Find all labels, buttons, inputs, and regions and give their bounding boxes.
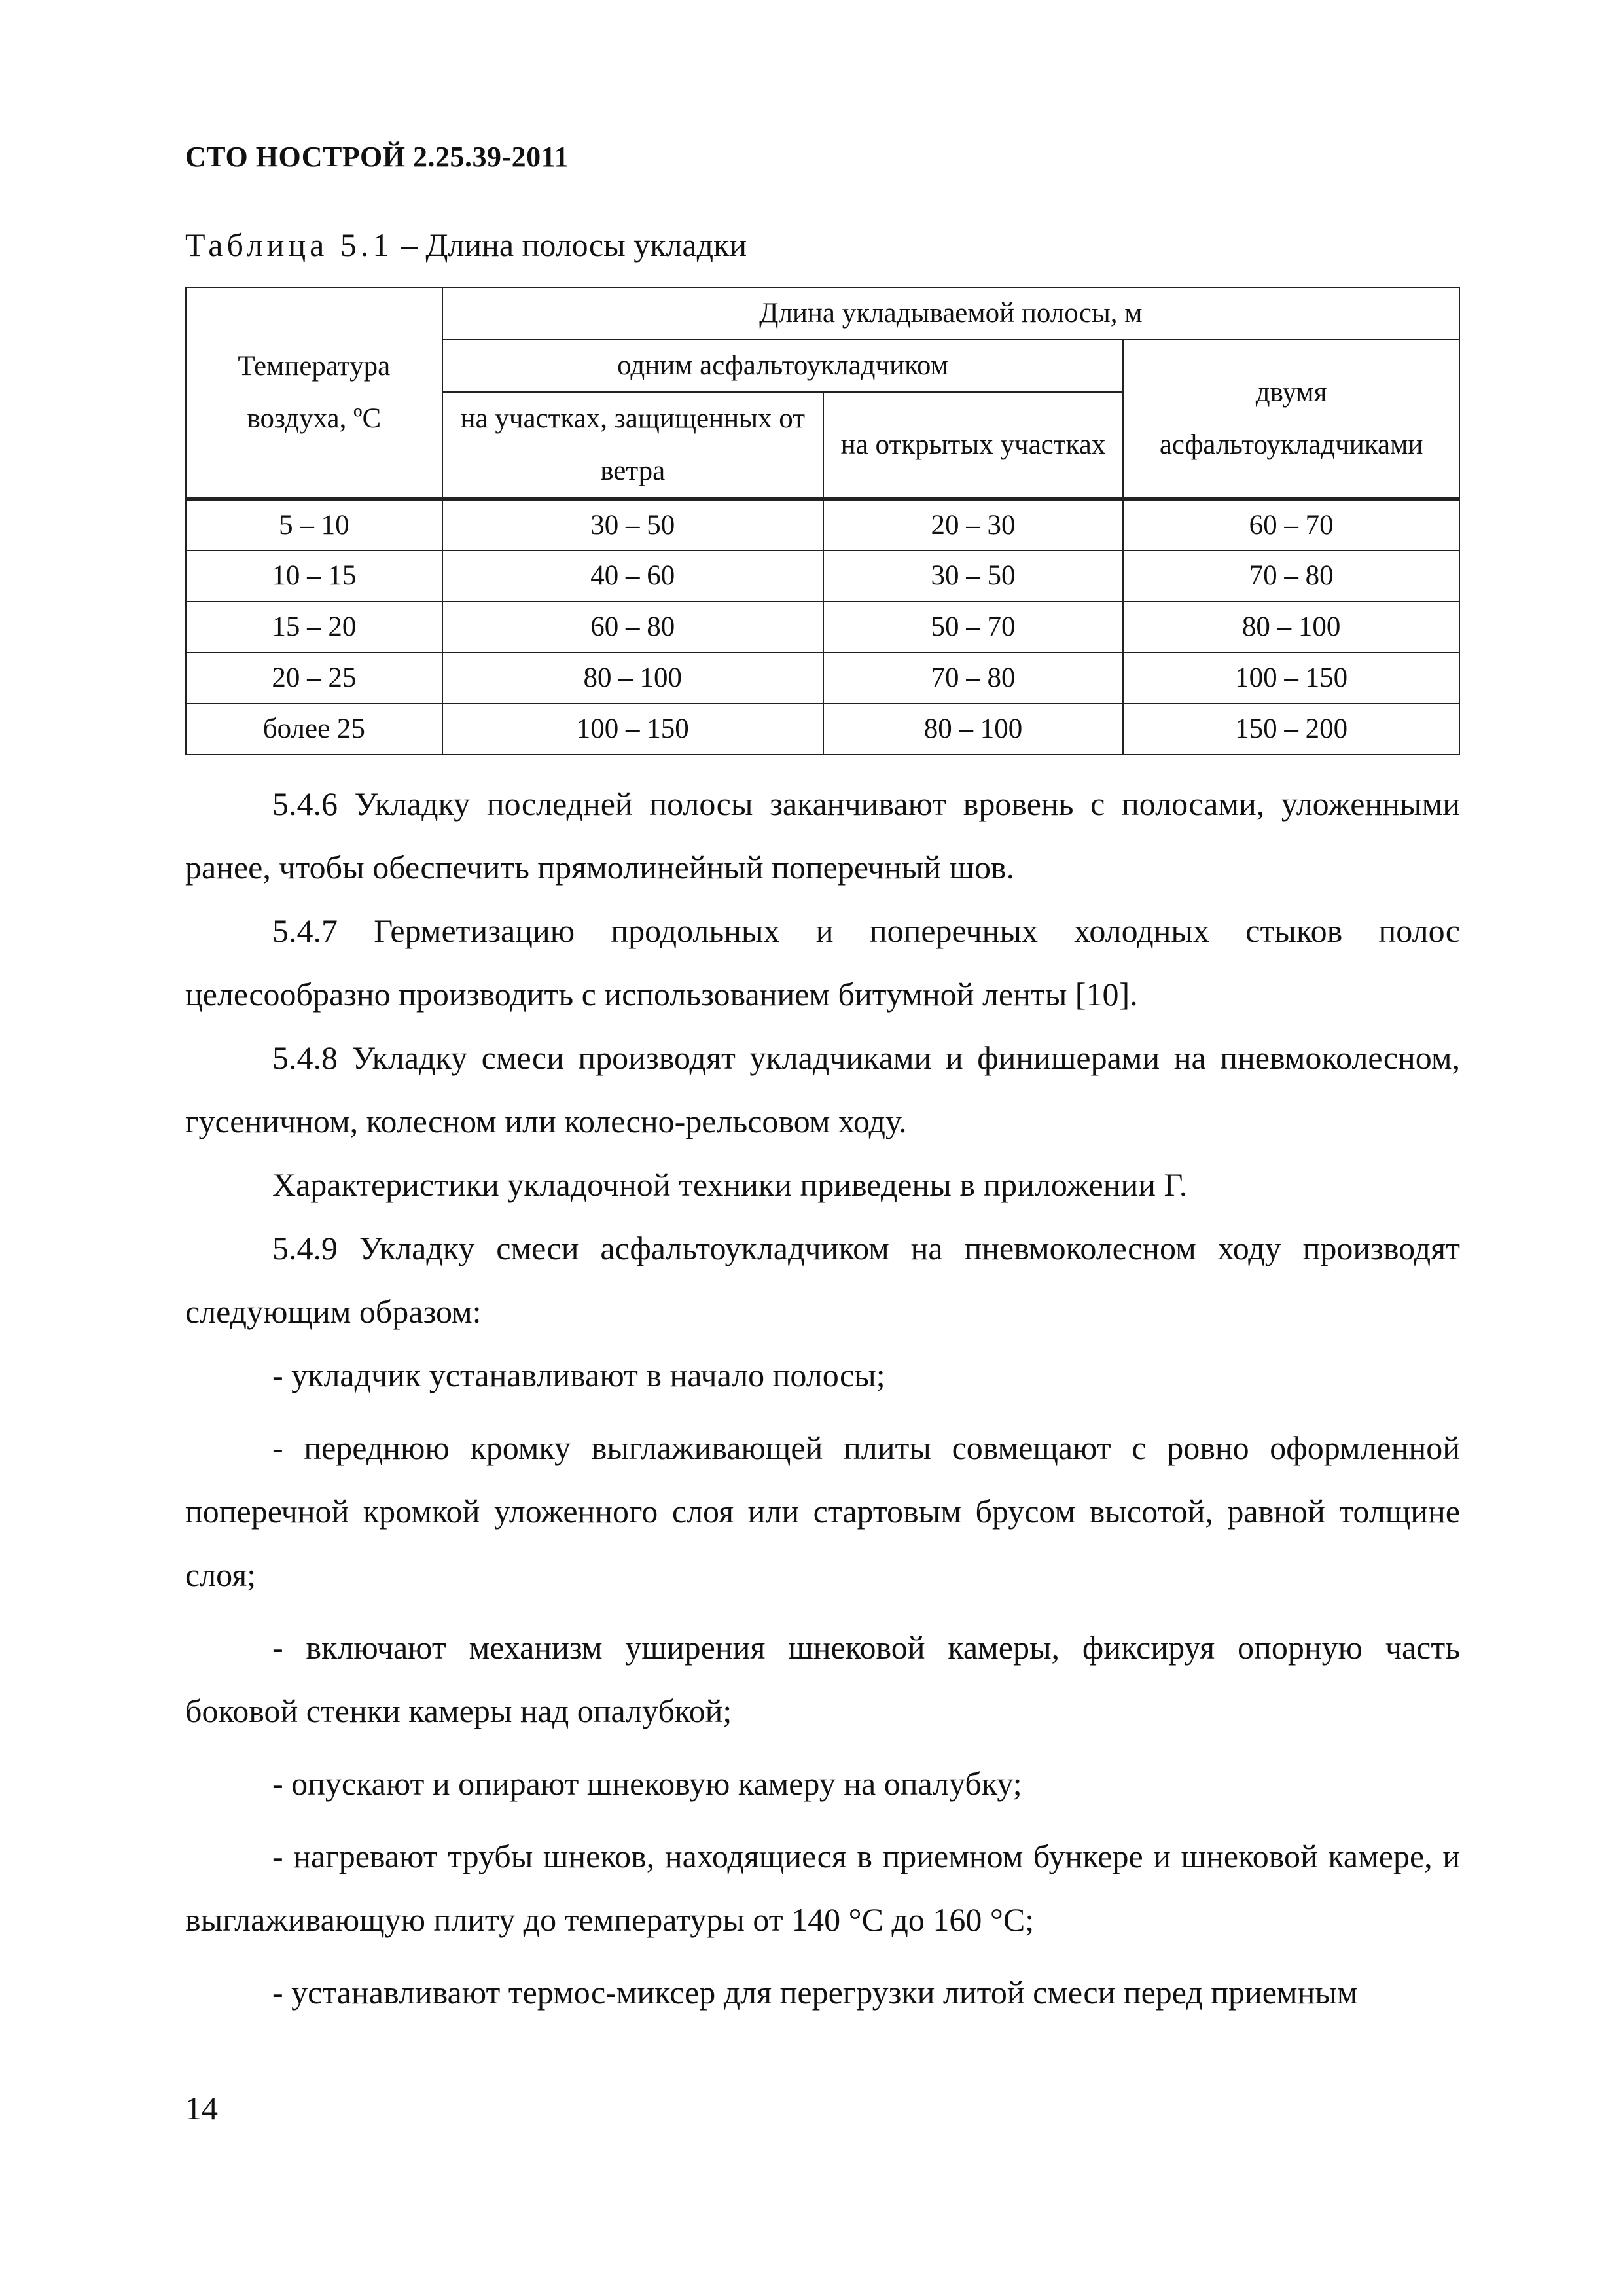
table-row	[186, 601, 1459, 653]
paragraph-5-4-7: 5.4.7 Герметизацию продольных и поперечных холодных стыков полос целесообразно производить с использованием битумной ленты [10].	[185, 912, 1460, 1013]
header-open-areas: на открытых участках	[823, 392, 1123, 499]
table-row	[186, 499, 1459, 550]
cell-temperature: более 25	[186, 704, 442, 755]
list-item: - переднюю кромку выглаживающей плиты совмещают с ровно оформленной поперечной кромкой уложенного слоя или стартовым брусом высотой, равной толщине слоя;	[185, 1429, 1460, 1593]
cell-protected: 100 – 150	[442, 704, 823, 755]
cell-protected: 60 – 80	[442, 601, 823, 653]
header-temperature: Температура воздуха, ºС	[186, 287, 442, 499]
list-item: - опускают и опирают шнековую камеру на опалубку;	[272, 1765, 1022, 1802]
document-header: СТО НОСТРОЙ 2.25.39-2011	[185, 141, 569, 173]
body-text	[185, 772, 1460, 2024]
table-caption-title: – Длина полосы укладки	[393, 226, 747, 263]
cell-protected: 40 – 60	[442, 550, 823, 601]
strip-length-table	[185, 287, 1460, 755]
cell-two-pavers: 150 – 200	[1123, 704, 1459, 755]
cell-temperature: 20 – 25	[186, 653, 442, 704]
list-item: - нагревают трубы шнеков, находящиеся в приемном бункере и шнековой камере, и выглаживающую плиту до температуры от 140 °С до 160 °С;	[185, 1838, 1460, 1938]
cell-two-pavers: 70 – 80	[1123, 550, 1459, 601]
header-protected-areas: на участках, защищенных от ветра	[442, 392, 823, 499]
list-item: - устанавливают термос-миксер для перегрузки литой смеси перед приемным	[272, 1974, 1358, 2011]
cell-open: 50 – 70	[823, 601, 1123, 653]
header-two-pavers: двумя асфальтоукладчиками	[1123, 340, 1459, 499]
cell-temperature: 10 – 15	[186, 550, 442, 601]
paragraph-5-4-9: 5.4.9 Укладку смеси асфальтоукладчиком на пневмоколесном ходу производят следующим образом:	[185, 1230, 1460, 1330]
cell-open: 30 – 50	[823, 550, 1123, 601]
cell-protected: 30 – 50	[442, 499, 823, 550]
list-item: - укладчик устанавливают в начало полосы;	[272, 1357, 885, 1393]
cell-protected: 80 – 100	[442, 653, 823, 704]
list-item: - включают механизм уширения шнековой камеры, фиксируя опорную часть боковой стенки камеры над опалубкой;	[185, 1629, 1460, 1729]
page-number: 14	[185, 2090, 218, 2126]
cell-two-pavers: 60 – 70	[1123, 499, 1459, 550]
paragraph-5-4-6: 5.4.6 Укладку последней полосы заканчивают вровень с полосами, уложенными ранее, чтобы обеспечить прямолинейный поперечный шов.	[185, 785, 1460, 886]
paragraph-equipment-note: Характеристики укладочной техники приведены в приложении Г.	[272, 1166, 1188, 1203]
cell-open: 70 – 80	[823, 653, 1123, 704]
header-one-paver: одним асфальтоукладчиком	[442, 340, 1124, 392]
cell-temperature: 15 – 20	[186, 601, 442, 653]
table-caption-label: Таблица 5.1	[185, 226, 393, 263]
cell-open: 80 – 100	[823, 704, 1123, 755]
cell-two-pavers: 80 – 100	[1123, 601, 1459, 653]
header-strip-length: Длина укладываемой полосы, м	[442, 287, 1459, 340]
cell-temperature: 5 – 10	[186, 499, 442, 550]
table-row	[186, 653, 1459, 704]
paragraph-5-4-8: 5.4.8 Укладку смеси производят укладчиками и финишерами на пневмоколесном, гусеничном, колесном или колесно-рельсовом ходу.	[185, 1039, 1460, 1139]
table-row	[186, 550, 1459, 601]
table-row	[186, 704, 1459, 755]
cell-open: 20 – 30	[823, 499, 1123, 550]
table-caption	[185, 226, 747, 264]
cell-two-pavers: 100 – 150	[1123, 653, 1459, 704]
